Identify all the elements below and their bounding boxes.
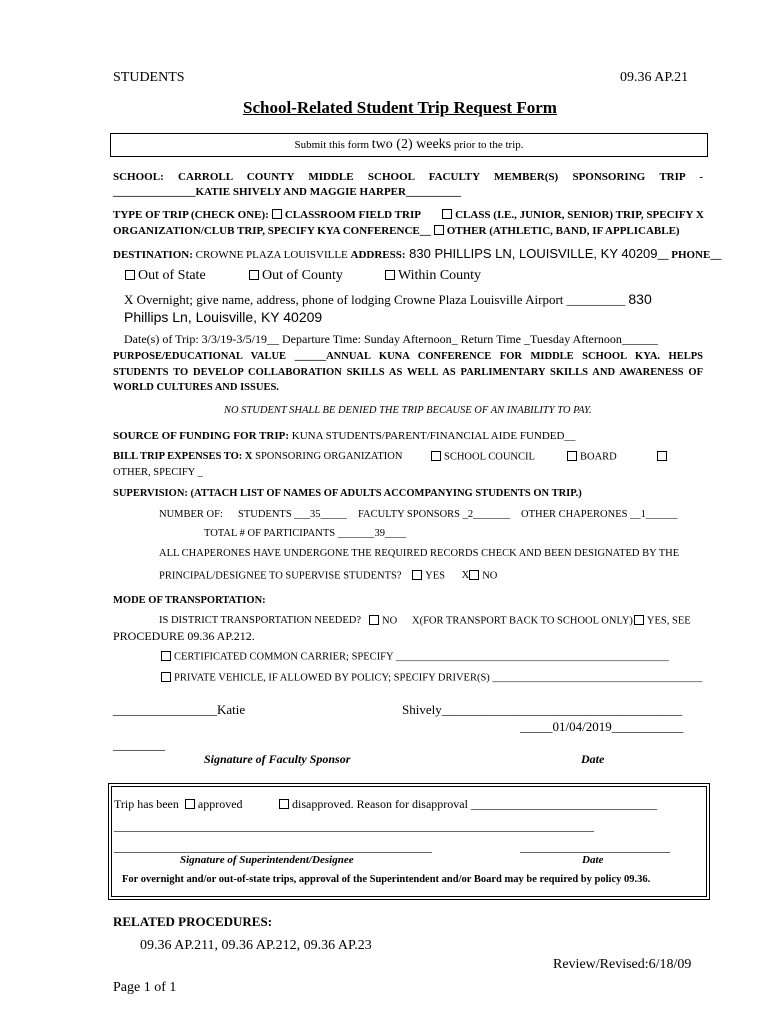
- title-part: School-Related: [243, 98, 353, 117]
- funding-label: SOURCE OF FUNDING FOR TRIP:: [113, 430, 290, 442]
- procedure-ref: PROCEDURE 09.36 AP.212.: [113, 629, 255, 643]
- out-county-label: Out of County: [262, 268, 343, 283]
- chaperones-question: PRINCIPAL/DESIGNEE TO SUPERVISE STUDENTS?: [159, 570, 402, 582]
- checkbox-classroom[interactable]: [272, 209, 282, 219]
- district-yes-line: [412, 615, 691, 627]
- trip-type-label: TYPE OF TRIP (CHECK ONE):: [113, 209, 269, 221]
- checkbox-out-county[interactable]: [249, 270, 259, 280]
- review-date: Review/Revised:6/18/09: [553, 957, 692, 972]
- header-right: 09.36 AP.21: [620, 70, 689, 85]
- superintendent-signature-label: Signature of Superintendent/Designee: [180, 854, 354, 866]
- superintendent-date-line: _________________________: [520, 840, 670, 854]
- chap-no-label: NO: [482, 570, 498, 582]
- checkbox-within-county[interactable]: [385, 270, 395, 280]
- trip-dates: Date(s) of Trip: 3/3/19-3/5/19__ Departure Time: Sunday Afternoon_ Return Time _Tuesday Afternoon______: [124, 332, 658, 346]
- bill-other: OTHER, SPECIFY _: [113, 467, 203, 478]
- checkbox-district-yes[interactable]: [634, 615, 644, 625]
- private-label: PRIVATE VEHICLE, IF ALLOWED BY POLICY; SPECIFY DRIVER(S) ________________________________________: [174, 672, 703, 684]
- title-part: Form: [516, 98, 557, 117]
- location-out-county[interactable]: [246, 268, 343, 284]
- funding-value: KUNA STUDENTS/PARENT/FINANCIAL AIDE FUNDED__: [289, 430, 576, 442]
- total-participants: TOTAL # OF PARTICIPANTS _______39____: [204, 528, 406, 539]
- related-list: 09.36 AP.211, 09.36 AP.212, 09.36 AP.23: [140, 938, 372, 953]
- notice-pre: Submit this form: [294, 139, 372, 151]
- approval-pre: Trip has been: [114, 797, 182, 811]
- district-transport-question: IS DISTRICT TRANSPORTATION NEEDED?: [159, 615, 362, 626]
- approved-label: approved: [197, 797, 243, 811]
- sponsor-signature-label: Signature of Faculty Sponsor: [204, 752, 351, 766]
- overnight-line-2: Phillips Ln, Louisville, KY 40209: [124, 309, 323, 325]
- bill-sponsoring: SPONSORING ORGANIZATION: [252, 451, 403, 462]
- district-yes-label: YES, SEE: [646, 615, 691, 627]
- notice-big: two (2) weeks: [371, 137, 452, 152]
- sponsor-name-left: ________________Katie: [113, 702, 246, 717]
- approval-note: For overnight and/or out-of-state trips, approval of the Superintendent and/or Board may be required by policy 09.36.: [122, 874, 651, 885]
- disapproved-label: disapproved. Reason for disapproval _______________________________: [292, 797, 657, 811]
- superintendent-date-label: Date: [582, 854, 604, 866]
- transport-label: MODE OF TRANSPORTATION:: [113, 595, 266, 606]
- other-label: OTHER (ATHLETIC, BAND, IF APPLICABLE): [446, 225, 680, 237]
- chap-no-x: X: [461, 570, 470, 582]
- checkbox-board[interactable]: [567, 451, 577, 461]
- org-club-label: ORGANIZATION/CLUB TRIP, SPECIFY KYA CONFERENCE__: [113, 225, 431, 237]
- out-state-label: Out of State: [138, 268, 206, 283]
- board-label: BOARD: [580, 451, 617, 463]
- chap-yes-label: YES: [425, 570, 445, 582]
- trip-type-line-2: [113, 225, 680, 237]
- address-label: ADDRESS:: [350, 249, 406, 261]
- faculty-count: FACULTY SPONSORS _2_______: [358, 509, 510, 520]
- destination-line: [113, 246, 721, 261]
- disapproval-line: [276, 797, 657, 812]
- chaperones-line-2: [159, 570, 497, 582]
- classroom-label: CLASSROOM FIELD TRIP: [284, 209, 421, 221]
- checkbox-carrier[interactable]: [161, 651, 171, 661]
- notice-post: prior to the trip.: [451, 139, 524, 151]
- chaperones-count: OTHER CHAPERONES __1______: [521, 509, 678, 520]
- title-part: Trip: [417, 98, 450, 117]
- destination-label: DESTINATION:: [113, 249, 193, 261]
- council-label: SCHOOL COUNCIL: [444, 451, 535, 463]
- chaperones-line-1: ALL CHAPERONES HAVE UNDERGONE THE REQUIRED RECORDS CHECK AND BEEN DESIGNATED BY THE: [159, 548, 680, 559]
- district-no[interactable]: [366, 615, 397, 627]
- private-line: [158, 672, 702, 684]
- submit-notice: [110, 133, 708, 157]
- checkbox-other[interactable]: [434, 225, 444, 235]
- checkbox-disapproved[interactable]: [279, 799, 289, 809]
- header-left: STUDENTS: [113, 70, 185, 85]
- bill-board[interactable]: [564, 451, 617, 463]
- district-x-note: X(FOR TRANSPORT BACK TO SCHOOL ONLY): [412, 615, 633, 627]
- checkbox-school-council[interactable]: [431, 451, 441, 461]
- number-of-label: NUMBER OF:: [159, 509, 223, 520]
- bill-line: [113, 451, 402, 462]
- location-out-state[interactable]: [122, 268, 206, 284]
- district-no-label: NO: [382, 615, 398, 627]
- students-count: STUDENTS ___35_____: [238, 509, 347, 520]
- bill-label: BILL TRIP EXPENSES TO: X: [113, 451, 253, 462]
- checkbox-approved[interactable]: [185, 799, 195, 809]
- overnight-num: 830: [628, 291, 652, 307]
- location-within[interactable]: [382, 268, 481, 284]
- superintendent-sig-line: _____________________________________________________: [114, 840, 432, 854]
- checkbox-chap-no[interactable]: [469, 570, 479, 580]
- within-label: Within County: [398, 268, 482, 283]
- overnight-line-1: [124, 291, 652, 308]
- bill-other-checkbox[interactable]: [654, 451, 670, 463]
- carrier-line: [158, 651, 669, 663]
- checkbox-bill-other[interactable]: [657, 451, 667, 461]
- sponsor-date-label: Date: [581, 752, 605, 766]
- purpose-line-2: STUDENTS TO DEVELOP COLLABORATION SKILLS AS WELL AS PARLIMENTARY SKILLS AND AWARENESS OF: [113, 367, 703, 378]
- checkbox-private[interactable]: [161, 672, 171, 682]
- approval-line: [114, 797, 243, 812]
- funding-line: [113, 430, 575, 442]
- purpose-line-1: PURPOSE/EDUCATIONAL VALUE ______ANNUAL KUNA CONFERENCE FOR MIDDLE SCHOOL KYA. HELPS: [113, 351, 703, 362]
- school-line-2: _______________KATIE SHIVELY AND MAGGIE HARPER__________: [113, 186, 461, 198]
- page-title: [243, 98, 557, 118]
- title-part: Request: [453, 98, 513, 117]
- checkbox-district-no[interactable]: [369, 615, 379, 625]
- phone-label: __ PHONE__: [657, 249, 722, 261]
- bill-council[interactable]: [428, 451, 535, 463]
- supervision-label: SUPERVISION: (ATTACH LIST OF NAMES OF ADULTS ACCOMPANYING STUDENTS ON TRIP.): [113, 488, 582, 499]
- sponsor-underline: ________: [113, 737, 165, 752]
- checkbox-out-state[interactable]: [125, 270, 135, 280]
- no-deny-note: NO STUDENT SHALL BE DENIED THE TRIP BECAUSE OF AN INABILITY TO PAY.: [224, 405, 592, 416]
- trip-type-line-1: [113, 209, 705, 221]
- checkbox-class-trip[interactable]: [442, 209, 452, 219]
- class-trip-label: CLASS (I.E., JUNIOR, SENIOR) TRIP, SPECIFY X: [455, 209, 704, 221]
- carrier-label: CERTIFICATED COMMON CARRIER; SPECIFY ____________________________________________________: [174, 651, 669, 663]
- sponsor-date: _____01/04/2019___________: [520, 719, 684, 734]
- purpose-line-3: WORLD CULTURES AND ISSUES.: [113, 382, 279, 393]
- page-number: Page 1 of 1: [113, 980, 177, 995]
- related-label: RELATED PROCEDURES:: [113, 914, 273, 929]
- destination-value: CROWNE PLAZA LOUISVILLE: [192, 249, 351, 261]
- sponsor-name-right: Shively_____________________________________: [402, 702, 683, 717]
- overnight-text: X Overnight; give name, address, phone of lodging Crowne Plaza Louisville Airport _________: [124, 292, 629, 307]
- school-line-1: SCHOOL: CARROLL COUNTY MIDDLE SCHOOL FACULTY MEMBER(S) SPONSORING TRIP -: [113, 171, 703, 183]
- checkbox-chap-yes[interactable]: [412, 570, 422, 580]
- title-part: Student: [356, 98, 414, 117]
- approval-reason-line: ________________________________________________________________________________: [114, 819, 594, 833]
- address-value: 830 PHILLIPS LN, LOUISVILLE, KY 40209: [405, 246, 658, 261]
